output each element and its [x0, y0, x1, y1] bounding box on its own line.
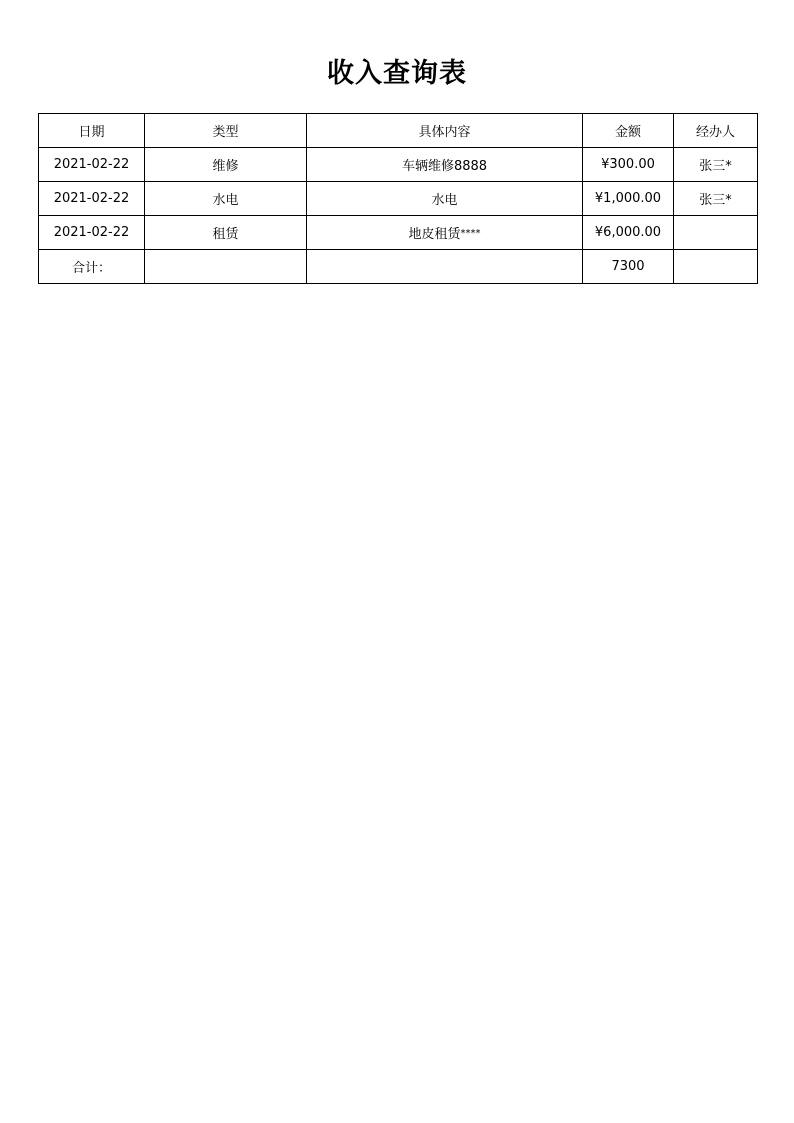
page-title: 收入查询表: [327, 58, 467, 89]
column-header-content: 具体内容: [307, 114, 583, 148]
total-label: 合计：: [39, 250, 145, 284]
cell-content: [307, 148, 583, 182]
cell-type: 租赁: [145, 216, 307, 250]
cell-date: 2021-02-22: [39, 182, 145, 216]
content-text: 车辆维修8888: [401, 159, 488, 174]
table-row: [39, 148, 758, 182]
cell-type: 水电: [145, 182, 307, 216]
table-header-row: [39, 114, 758, 148]
cell-date: 2021-02-22: [39, 216, 145, 250]
cell-handler: 张三*: [674, 148, 758, 182]
cell-date: 2021-02-22: [39, 148, 145, 182]
cell-handler: 张三*: [674, 182, 758, 216]
total-content: [307, 250, 583, 284]
total-amount: 7300: [583, 250, 674, 284]
cell-amount: ¥6,000.00: [583, 216, 674, 250]
cell-amount: ¥1,000.00: [583, 182, 674, 216]
column-header-handler: 经办人: [674, 114, 758, 148]
cell-content: [307, 182, 583, 216]
cell-amount: ¥300.00: [583, 148, 674, 182]
content-text: 水电: [431, 193, 458, 208]
table-row: [39, 216, 758, 250]
cell-handler: [674, 216, 758, 250]
column-header-amount: 金额: [583, 114, 674, 148]
cell-content: [307, 216, 583, 250]
column-header-type: 类型: [145, 114, 307, 148]
total-row: [39, 250, 758, 284]
cell-type: 维修: [145, 148, 307, 182]
content-suffix: ****: [460, 228, 481, 239]
column-header-date: 日期: [39, 114, 145, 148]
table-row: [39, 182, 758, 216]
total-type: [145, 250, 307, 284]
content-text: 地皮租赁: [408, 227, 461, 242]
income-table: [38, 113, 758, 284]
total-handler: [674, 250, 758, 284]
